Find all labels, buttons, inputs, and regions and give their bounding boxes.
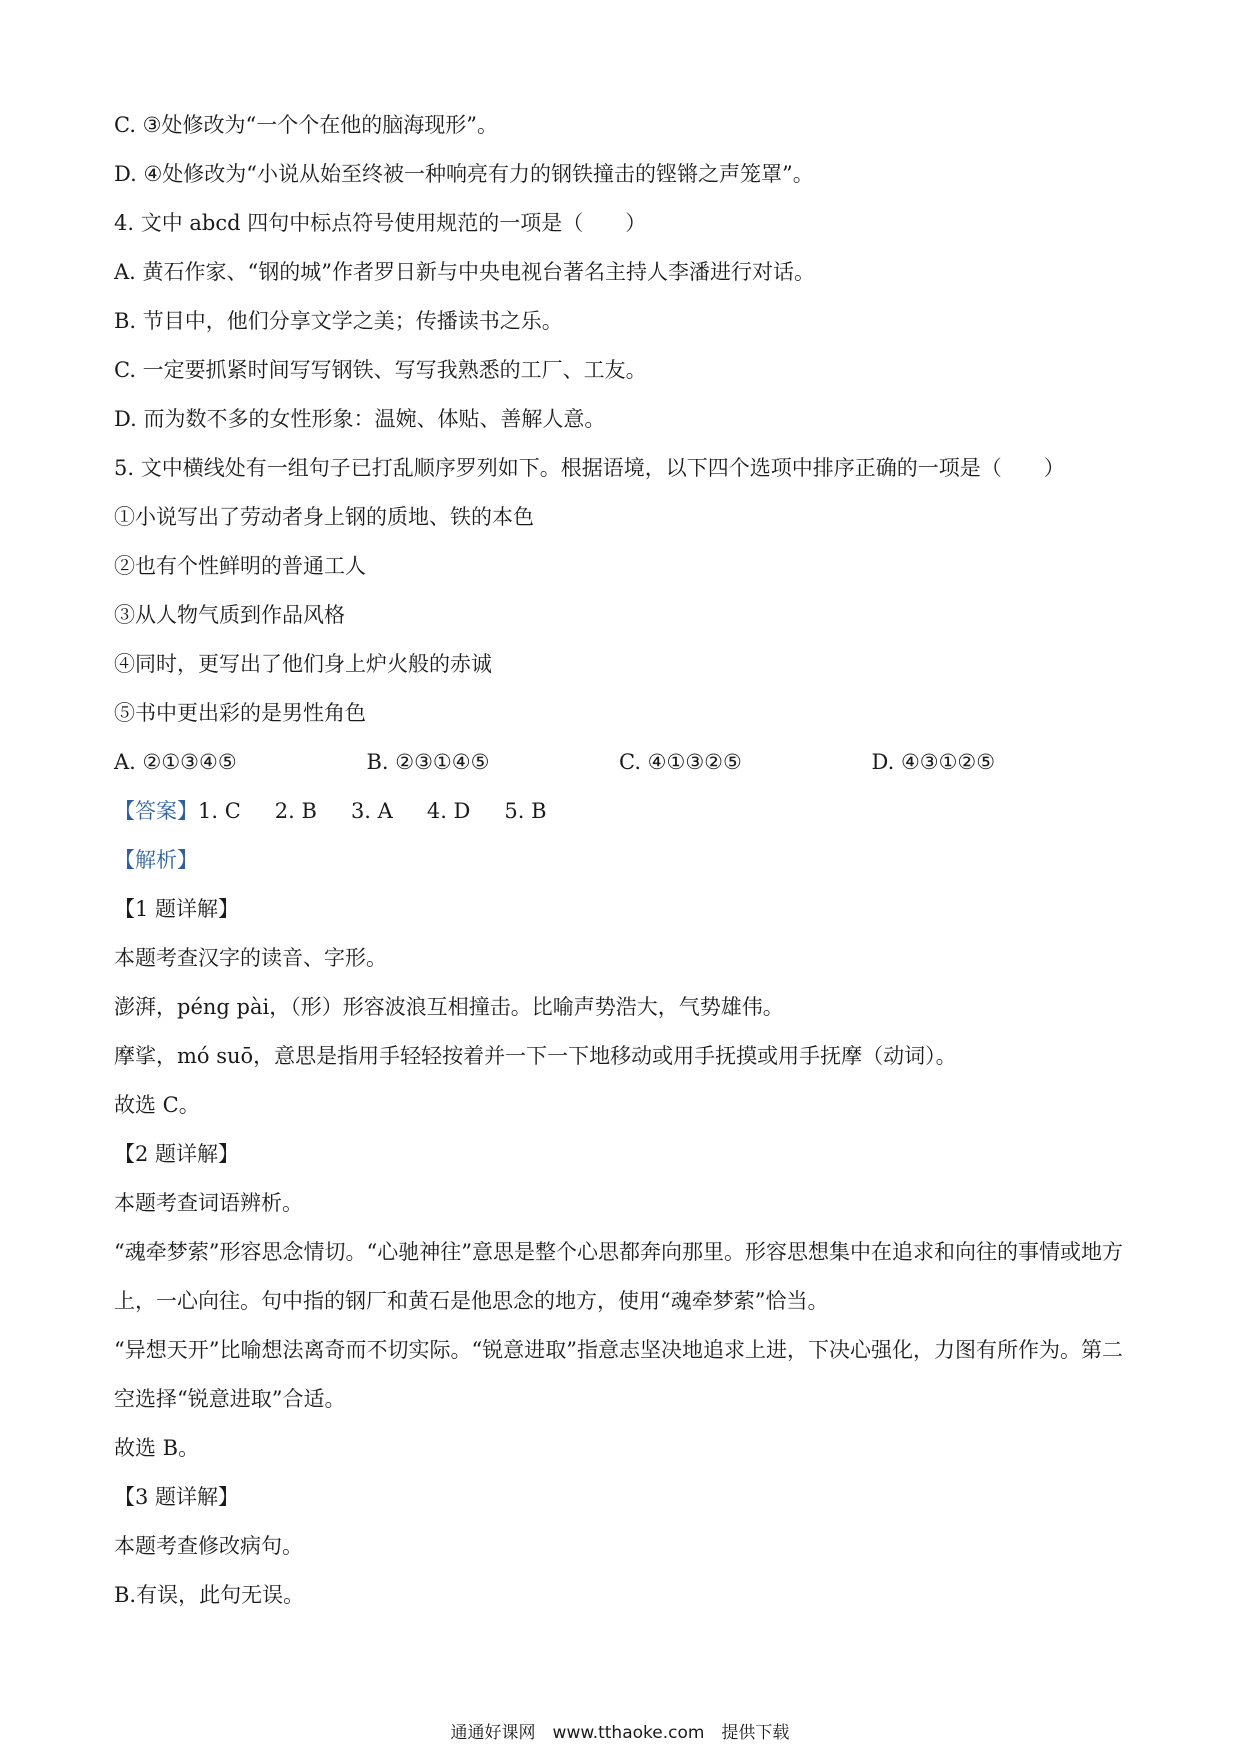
analysis-label: 【解析】 bbox=[114, 848, 198, 872]
q2-detail-heading: 【2 题详解】 bbox=[114, 1142, 240, 1166]
answer-item: 2. B bbox=[274, 799, 317, 823]
q4-option-b: B. 节目中，他们分享文学之美；传播读书之乐。 bbox=[114, 309, 563, 333]
q2-detail-conclusion: 故选 B。 bbox=[114, 1436, 200, 1460]
q2-detail-paragraph-2: “异想天开”比喻想法离奇而不切实际。“锐意进取”指意志坚决地追求上进，下决心强化，力图有所作为。第二空选择“锐意进取”合适。 bbox=[114, 1338, 1123, 1411]
q3-option-d: D. ④处修改为“小说从始至终被一种响亮有力的钢铁撞击的铿锵之声笼罩”。 bbox=[114, 162, 814, 186]
q5-option-b: B. ②③①④⑤ bbox=[366, 750, 490, 774]
q2-detail-paragraph-1: “魂牵梦萦”形容思念情切。“心驰神往”意思是整个心思都奔向那里。形容思想集中在追求和向往的事情或地方上，一心向往。句中指的钢厂和黄石是他思念的地方，使用“魂牵梦萦”恰当。 bbox=[114, 1240, 1123, 1313]
q5-options bbox=[114, 738, 1124, 787]
q4-option-c: C. 一定要抓紧时间写写钢铁、写写我熟悉的工厂、工友。 bbox=[114, 358, 647, 382]
q5-option-d: D. ④③①②⑤ bbox=[871, 750, 996, 774]
q5-question: 5. 文中横线处有一组句子已打乱顺序罗列如下。根据语境，以下四个选项中排序正确的一项是（ ） bbox=[114, 456, 1065, 480]
document-body bbox=[114, 101, 1124, 1620]
q3-detail-line: B.有误，此句无误。 bbox=[114, 1583, 305, 1607]
q4-option-d: D. 而为数不多的女性形象：温婉、体贴、善解人意。 bbox=[114, 407, 606, 431]
q1-detail-line: 本题考查汉字的读音、字形。 bbox=[114, 946, 387, 970]
answer-item: 1. C bbox=[198, 799, 241, 823]
q5-sentence-2: ②也有个性鲜明的普通工人 bbox=[114, 554, 366, 578]
answer-item: 4. D bbox=[426, 799, 471, 823]
answer-item: 3. A bbox=[350, 799, 393, 823]
q1-detail-line: 故选 C。 bbox=[114, 1093, 200, 1117]
q1-detail-line: 摩挲，mó suō，意思是指用手轻轻按着并一下一下地移动或用手抚摸或用手抚摩（动词）。 bbox=[114, 1044, 957, 1068]
q3-detail-line: 本题考查修改病句。 bbox=[114, 1534, 303, 1558]
q5-sentence-1: ①小说写出了劳动者身上钢的质地、铁的本色 bbox=[114, 505, 534, 529]
q3-option-c: C. ③处修改为“一个个在他的脑海现形”。 bbox=[114, 113, 498, 137]
q1-detail-heading: 【1 题详解】 bbox=[114, 897, 240, 921]
answer-line bbox=[114, 787, 1124, 836]
answer-label: 【答案】 bbox=[114, 799, 198, 823]
answer-item: 5. B bbox=[504, 799, 547, 823]
q5-sentence-3: ③从人物气质到作品风格 bbox=[114, 603, 345, 627]
q3-detail-heading: 【3 题详解】 bbox=[114, 1485, 240, 1509]
q4-option-a: A. 黄石作家、“钢的城”作者罗日新与中央电视台著名主持人李潘进行对话。 bbox=[114, 260, 815, 284]
q5-sentence-4: ④同时，更写出了他们身上炉火般的赤诚 bbox=[114, 652, 492, 676]
q1-detail-line: 澎湃，péng pài，（形）形容波浪互相撞击。比喻声势浩大，气势雄伟。 bbox=[114, 995, 784, 1019]
q5-option-c: C. ④①③②⑤ bbox=[619, 750, 742, 774]
q5-option-a: A. ②①③④⑤ bbox=[114, 750, 237, 774]
q5-sentence-5: ⑤书中更出彩的是男性角色 bbox=[114, 701, 366, 725]
q2-detail-line: 本题考查词语辨析。 bbox=[114, 1191, 303, 1215]
q4-question: 4. 文中 abcd 四句中标点符号使用规范的一项是（ ） bbox=[114, 211, 647, 235]
page-footer: 通通好课网 www.tthaoke.com 提供下载 bbox=[450, 1723, 790, 1743]
